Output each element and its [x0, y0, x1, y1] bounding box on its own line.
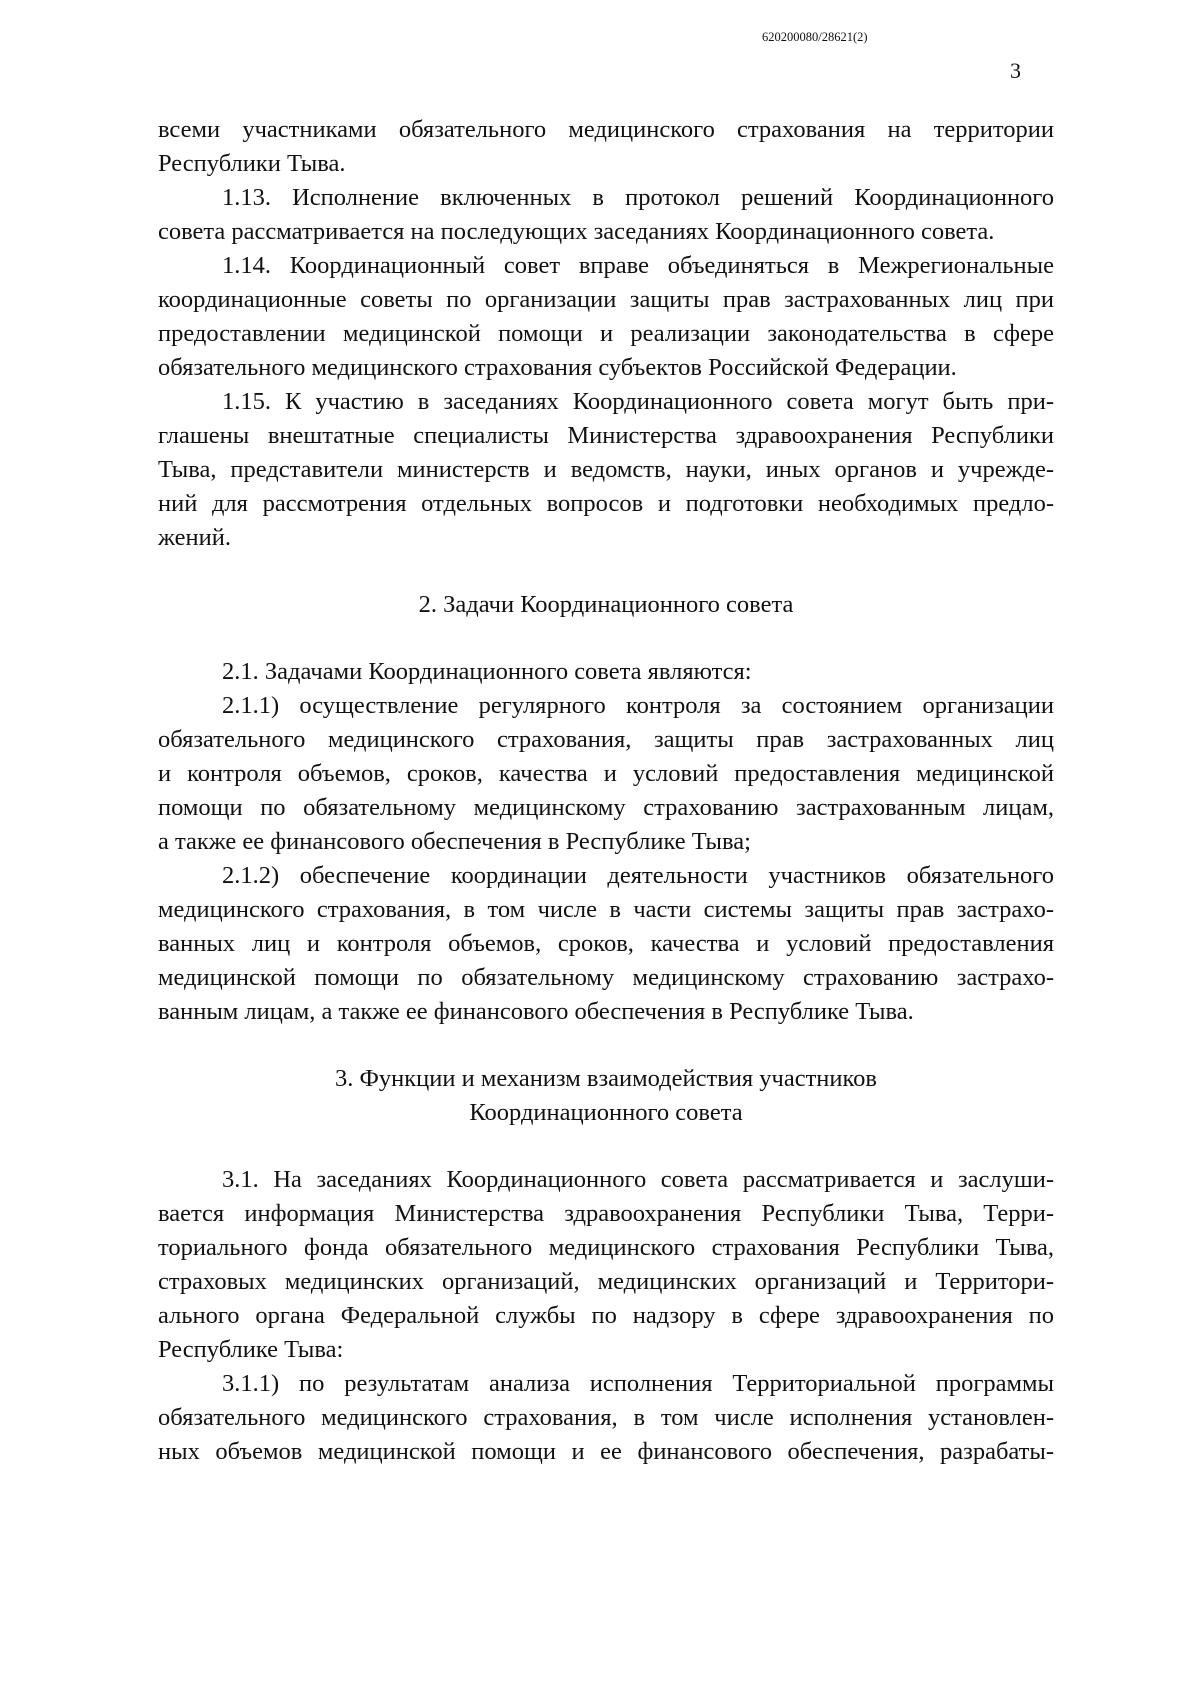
paragraph — [158, 1163, 1054, 1367]
text-line: ванным лицам, а также ее финансового обеспечения в Республике Тыва. — [158, 998, 914, 1025]
heading-line: 3. Функции и механизм взаимодействия участников — [335, 1065, 877, 1092]
blank-line — [158, 622, 1054, 655]
paragraph — [158, 113, 1054, 181]
text-line: координационные советы по организации защиты прав застрахованных лиц при — [158, 286, 1054, 313]
text-line: ванных лиц и контроля объемов, сроков, качества и условий предоставления — [158, 930, 1054, 957]
text-line: совета рассматривается на последующих заседаниях Координационного совета. — [158, 218, 995, 245]
text-line: 2.1. Задачами Координационного совета являются: — [222, 658, 752, 685]
paragraph — [158, 249, 1054, 385]
text-line: обязательного медицинского страхования, защиты прав застрахованных лиц — [158, 726, 1054, 753]
text-line: ний для рассмотрения отдельных вопросов и подготовки необходимых предло- — [158, 490, 1054, 517]
heading-line: Координационного совета — [469, 1099, 743, 1126]
text-line: медицинской помощи по обязательному медицинскому страхованию застрахо- — [158, 964, 1054, 991]
text-line: жений. — [158, 524, 231, 551]
document-registration-number: 620200080/28621(2) — [762, 30, 868, 44]
text-line: помощи по обязательному медицинскому страхованию застрахованным лицам, — [158, 794, 1054, 821]
text-line: предоставлении медицинской помощи и реализации законодательства в сфере — [158, 320, 1054, 347]
text-line: 2.1.2) обеспечение координации деятельности участников обязательного — [222, 862, 1054, 889]
text-line: 2.1.1) осуществление регулярного контроля за состоянием организации — [222, 692, 1054, 719]
paragraph — [158, 385, 1054, 555]
blank-line — [158, 1130, 1054, 1163]
heading-line: 2. Задачи Координационного совета — [418, 591, 794, 618]
text-line: ных объемов медицинской помощи и ее финансового обеспечения, разрабаты- — [158, 1438, 1054, 1465]
text-line: всеми участниками обязательного медицинского страхования на территории — [158, 116, 1054, 143]
text-line: вается информация Министерства здравоохранения Республики Тыва, Терри- — [158, 1200, 1054, 1227]
section-heading — [158, 588, 1054, 622]
text-line: ального органа Федеральной службы по надзору в сфере здравоохранения по — [158, 1302, 1054, 1329]
document-body — [158, 113, 1054, 1469]
text-line: Тыва, представители министерств и ведомств, науки, иных органов и учрежде- — [158, 456, 1054, 483]
text-line: Республики Тыва. — [158, 150, 346, 177]
text-line: 3.1. На заседаниях Координационного совета рассматривается и заслуши- — [222, 1166, 1054, 1193]
page-number: 3 — [1010, 58, 1021, 83]
blank-line — [158, 1029, 1054, 1062]
text-line: обязательного медицинского страхования, в том числе исполнения установлен- — [158, 1404, 1054, 1431]
text-line: а также ее финансового обеспечения в Республике Тыва; — [158, 828, 751, 855]
text-line: Республике Тыва: — [158, 1336, 344, 1363]
text-line: 1.15. К участию в заседаниях Координационного совета могут быть при- — [222, 388, 1054, 415]
paragraph — [158, 689, 1054, 859]
blank-line — [158, 555, 1054, 588]
section-heading — [158, 1062, 1054, 1130]
text-line: обязательного медицинского страхования субъектов Российской Федерации. — [158, 354, 957, 381]
text-line: ториального фонда обязательного медицинского страхования Республики Тыва, — [158, 1234, 1054, 1261]
text-line: 3.1.1) по результатам анализа исполнения Территориальной программы — [222, 1370, 1054, 1397]
text-line: глашены внештатные специалисты Министерства здравоохранения Республики — [158, 422, 1054, 449]
text-line: страховых медицинских организаций, медицинских организаций и Территори- — [158, 1268, 1054, 1295]
paragraph — [158, 1367, 1054, 1469]
text-line: и контроля объемов, сроков, качества и условий предоставления медицинской — [158, 760, 1054, 787]
paragraph — [158, 181, 1054, 249]
text-line: 1.13. Исполнение включенных в протокол решений Координационного — [222, 184, 1054, 211]
text-line: 1.14. Координационный совет вправе объединяться в Межрегиональные — [222, 252, 1054, 279]
text-line: медицинского страхования, в том числе в части системы защиты прав застрахо- — [158, 896, 1054, 923]
paragraph — [158, 655, 1054, 689]
paragraph — [158, 859, 1054, 1029]
